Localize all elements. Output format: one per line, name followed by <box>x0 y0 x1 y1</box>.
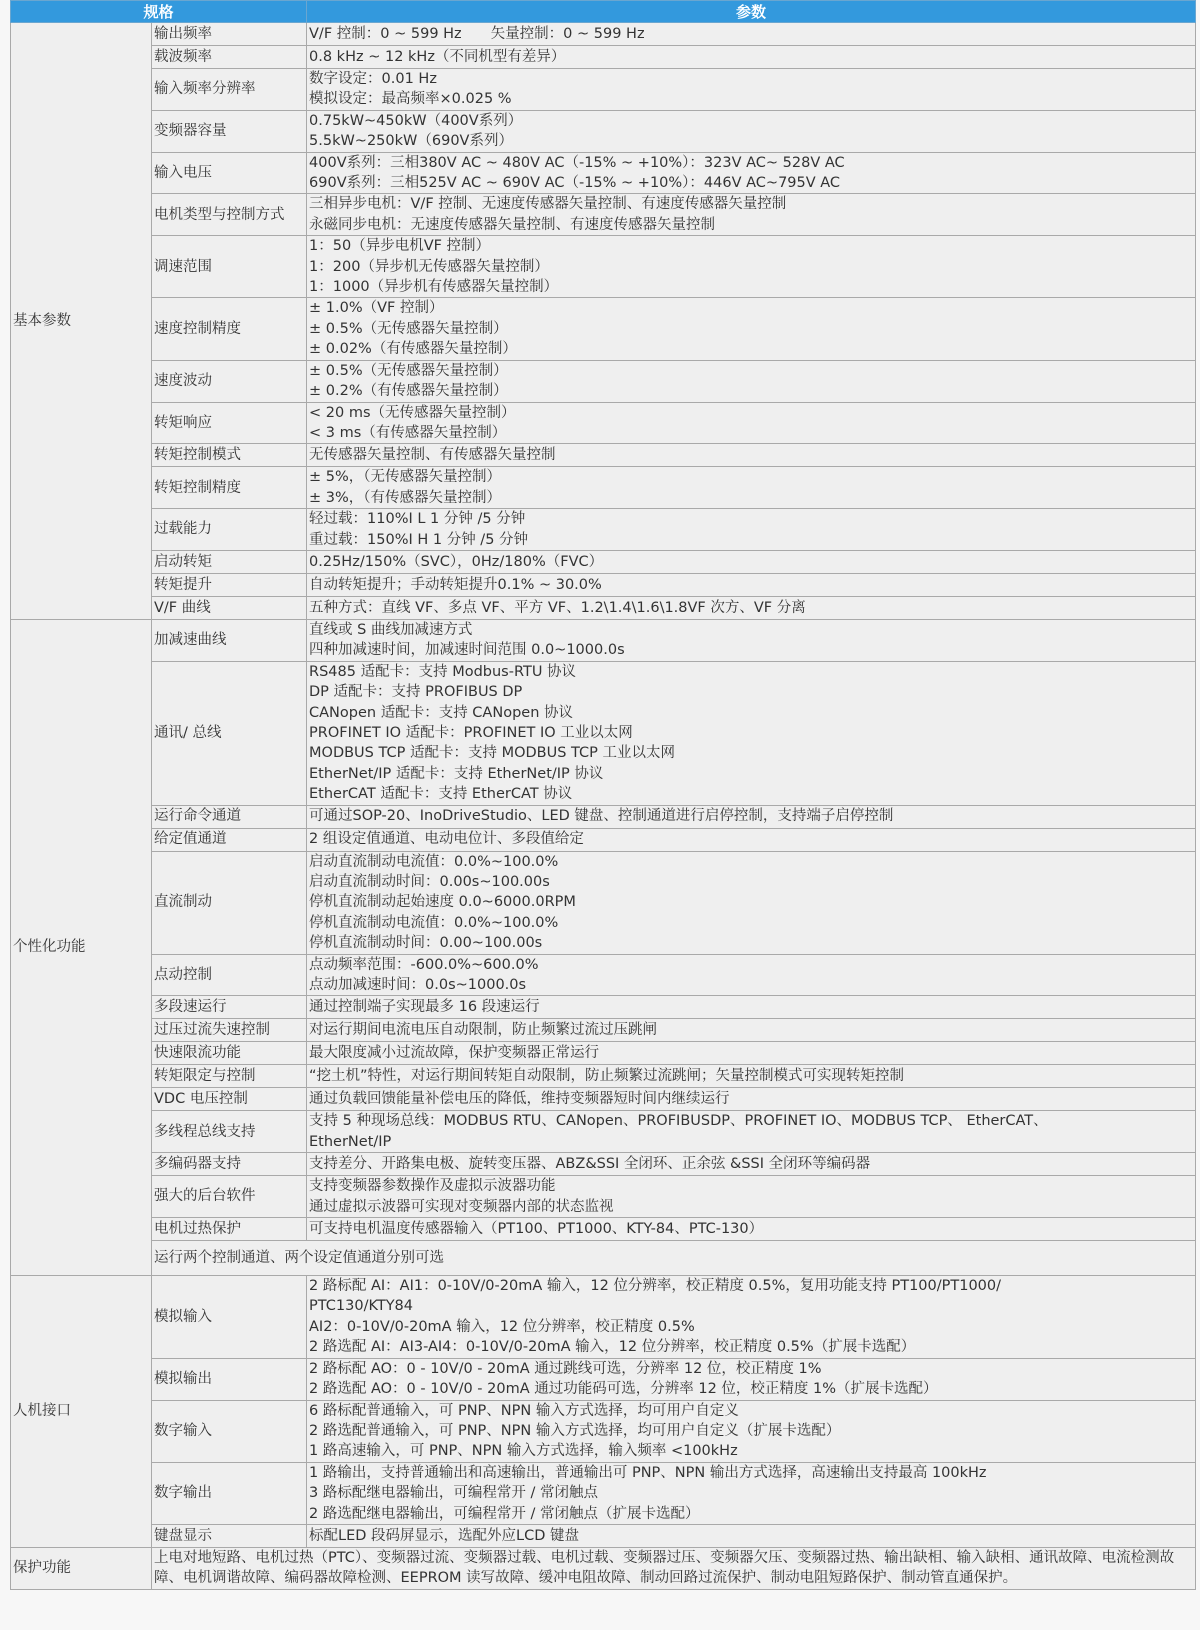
param-cell <box>307 1176 1196 1218</box>
param-cell <box>307 298 1196 360</box>
param-cell <box>307 851 1196 954</box>
table-row <box>11 1462 1196 1524</box>
param-cell <box>307 1218 1196 1241</box>
param-line: 0.25Hz/150%（SVC），0Hz/180%（FVC） <box>309 553 604 570</box>
table-row <box>11 402 1196 444</box>
param-line: < 3 ms（有传感器矢量控制） <box>309 424 507 441</box>
spec-label: 启动转矩 <box>152 550 307 573</box>
param-line: 400V系列：三相380V AC ~ 480V AC（-15% ~ +10%）：323V AC~ 528V AC <box>309 154 845 171</box>
table-row <box>11 1547 1196 1589</box>
table-row <box>11 46 1196 69</box>
table-row <box>11 596 1196 619</box>
spec-label: 速度控制精度 <box>152 298 307 360</box>
group-label: 个性化功能 <box>11 619 152 1275</box>
spec-label: 转矩限定与控制 <box>152 1065 307 1088</box>
table-row <box>11 1400 1196 1462</box>
spec-label: 过压过流失速控制 <box>152 1019 307 1042</box>
param-cell <box>307 550 1196 573</box>
table-row <box>11 661 1196 805</box>
param-cell <box>307 69 1196 111</box>
table-row <box>11 996 1196 1019</box>
param-line: 1：1000（异步机有传感器矢量控制） <box>309 279 559 296</box>
table-row <box>11 1358 1196 1400</box>
spec-label: 模拟输出 <box>152 1358 307 1400</box>
spec-label: 转矩控制模式 <box>152 444 307 467</box>
param-line: 标配LED 段码屏显示，选配外应LCD 键盘 <box>309 1527 580 1544</box>
spec-label: VDC 电压控制 <box>152 1088 307 1111</box>
param-line: CANopen 适配卡：支持 CANopen 协议 <box>309 704 573 721</box>
spec-label: 输出频率 <box>152 23 307 46</box>
table-row <box>11 1176 1196 1218</box>
spec-label: 数字输出 <box>152 1462 307 1524</box>
param-line: 0.8 kHz ~ 12 kHz（不同机型有差异） <box>309 48 566 65</box>
param-cell <box>307 46 1196 69</box>
header-param: 参数 <box>307 1 1196 23</box>
param-line: “挖土机”特性，对运行期间转矩自动限制，防止频繁过流跳闸；矢量控制模式可实现转矩控制 <box>309 1068 905 1085</box>
param-line: AI2：0-10V/0-20mA 输入，12 位分辨率，校正精度 0.5% <box>309 1318 695 1335</box>
param-line: 无传感器矢量控制、有传感器矢量控制 <box>309 447 556 464</box>
param-line: 轻过载：110%I L 1 分钟 /5 分钟 <box>309 511 526 528</box>
table-row <box>11 194 1196 236</box>
table-row <box>11 23 1196 46</box>
spec-label: 调速范围 <box>152 236 307 298</box>
spec-label: 多编码器支持 <box>152 1153 307 1176</box>
param-cell <box>307 596 1196 619</box>
param-cell <box>307 360 1196 402</box>
table-row <box>11 444 1196 467</box>
param-cell <box>307 467 1196 509</box>
spec-label: 快速限流功能 <box>152 1042 307 1065</box>
param-line: 1：200（异步机无传感器矢量控制） <box>309 258 549 275</box>
param-cell <box>307 236 1196 298</box>
param-cell <box>307 23 1196 46</box>
table-row <box>11 1111 1196 1153</box>
table-row <box>11 1065 1196 1088</box>
param-line: ± 0.5%（无传感器矢量控制） <box>309 320 508 337</box>
param-cell <box>307 996 1196 1019</box>
table-row <box>11 1042 1196 1065</box>
spec-label: 变频器容量 <box>152 110 307 152</box>
param-line: 对运行期间电流电压自动限制，防止频繁过流过压跳闸 <box>309 1022 658 1039</box>
table-body <box>11 23 1196 1590</box>
param-line: 点动频率范围：-600.0%~600.0% <box>309 956 539 973</box>
param-line: 6 路标配普通输入，可 PNP、NPN 输入方式选择，均可用户自定义 <box>309 1402 739 1419</box>
param-cell <box>307 1019 1196 1042</box>
param-line: EtherCAT 适配卡：支持 EtherCAT 协议 <box>309 786 573 803</box>
param-cell <box>307 1524 1196 1547</box>
group-label: 基本参数 <box>11 23 152 620</box>
table-row <box>11 954 1196 996</box>
spec-label: 数字输入 <box>152 1400 307 1462</box>
param-cell <box>307 152 1196 194</box>
spec-label: 电机过热保护 <box>152 1218 307 1241</box>
spec-label: 载波频率 <box>152 46 307 69</box>
param-line: 通过虚拟示波器可实现对变频器内部的状态监视 <box>309 1198 614 1215</box>
param-line: 模拟设定：最高频率×0.025 % <box>309 91 512 108</box>
param-line: 可通过SOP-20、InoDriveStudio、LED 键盘、控制通道进行启停控制，支持端子启停控制 <box>309 808 894 825</box>
param-cell <box>307 1400 1196 1462</box>
param-line: 2 路选配普通输入，可 PNP、NPN 输入方式选择，均可用户自定义（扩展卡选配） <box>309 1422 841 1439</box>
param-line: 1 路输出，支持普通输出和高速输出，普通输出可 PNP、NPN 输出方式选择，高速输出支持最高 100kHz <box>309 1464 987 1481</box>
table-row <box>11 1218 1196 1241</box>
param-line: 四种加减速时间，加减速时间范围 0.0~1000.0s <box>309 642 625 659</box>
param-line: 5.5kW~250kW（690V系列） <box>309 133 513 150</box>
table-row <box>11 236 1196 298</box>
spec-label: 输入电压 <box>152 152 307 194</box>
spec-label: 运行两个控制通道、两个设定值通道分别可选 <box>152 1241 1196 1276</box>
param-line: 永磁同步电机：无速度传感器矢量控制、有速度传感器矢量控制 <box>309 216 716 233</box>
param-line: 三相异步电机：V/F 控制、无速度传感器矢量控制、有速度传感器矢量控制 <box>309 196 787 213</box>
param-line: ± 5%，（无传感器矢量控制） <box>309 469 502 486</box>
spec-label: 转矩控制精度 <box>152 467 307 509</box>
param-line: 可支持电机温度传感器输入（PT100、PT1000、KTY-84、PTC-130） <box>309 1220 764 1237</box>
param-line: 上电对地短路、电机过热（PTC）、变频器过流、变频器过载、电机过载、变频器过压、变频器欠压、变频器过热、输出缺相、输入缺相、通讯故障、电流检测故障、电机调谐故障、编码器故障检测、EEPROM 读写故障、缓冲电阻故障、制动回路过流保护、制动电阻短路保护、制动管直通保护。 <box>154 1549 1175 1587</box>
param-line: 支持变频器参数操作及虚拟示波器功能 <box>309 1178 556 1195</box>
table-row <box>11 619 1196 661</box>
param-line: 支持差分、开路集电极、旋转变压器、ABZ&SSI 全闭环、正余弦 &SSI 全闭环等编码器 <box>309 1156 871 1173</box>
spec-label: 通讯/ 总线 <box>152 661 307 805</box>
param-line: 最大限度减小过流故障，保护变频器正常运行 <box>309 1045 600 1062</box>
table-row <box>11 550 1196 573</box>
param-line: 重过载：150%I H 1 分钟 /5 分钟 <box>309 531 529 548</box>
param-line: 数字设定：0.01 Hz <box>309 71 437 87</box>
spec-label: 模拟输入 <box>152 1276 307 1359</box>
param-line: MODBUS TCP 适配卡：支持 MODBUS TCP 工业以太网 <box>309 745 676 762</box>
param-cell <box>307 402 1196 444</box>
param-line: 2 组设定值通道、电动电位计、多段值给定 <box>309 831 584 848</box>
spec-label: 过载能力 <box>152 509 307 551</box>
param-line: ± 0.02%（有传感器矢量控制） <box>309 341 517 358</box>
param-cell <box>152 1547 1196 1589</box>
spec-label: 直流制动 <box>152 851 307 954</box>
param-cell <box>307 1462 1196 1524</box>
param-cell <box>307 1042 1196 1065</box>
param-line: 2 路选配 AO：0 - 10V/0 - 20mA 通过功能码可选，分辨率 12 位，校正精度 1%（扩展卡选配） <box>309 1381 938 1398</box>
table-row <box>11 1088 1196 1111</box>
table-row <box>11 1276 1196 1359</box>
param-line: EtherNet/IP 适配卡：支持 EtherNet/IP 协议 <box>309 765 604 782</box>
spec-label: 点动控制 <box>152 954 307 996</box>
param-line: < 20 ms（无传感器矢量控制） <box>309 404 516 421</box>
table-row <box>11 573 1196 596</box>
param-cell <box>307 1358 1196 1400</box>
spec-label: 转矩响应 <box>152 402 307 444</box>
spec-label: 给定值通道 <box>152 828 307 851</box>
param-line: 直线或 S 曲线加减速方式 <box>309 621 473 638</box>
spec-label: 转矩提升 <box>152 573 307 596</box>
param-line: DP 适配卡：支持 PROFIBUS DP <box>309 684 523 701</box>
param-line: 2 路选配 AI：AI3-AI4：0-10V/0-20mA 输入，12 位分辨率，校正精度 0.5%（扩展卡选配） <box>309 1339 916 1356</box>
spec-label: 键盘显示 <box>152 1524 307 1547</box>
spec-label: 加减速曲线 <box>152 619 307 661</box>
param-cell <box>307 509 1196 551</box>
spec-table <box>10 0 1196 1590</box>
group-label: 人机接口 <box>11 1276 152 1548</box>
param-line: 停机直流制动电流值：0.0%~100.0% <box>309 914 559 931</box>
param-line: RS485 适配卡：支持 Modbus-RTU 协议 <box>309 663 577 680</box>
param-line: 支持 5 种现场总线：MODBUS RTU、CANopen、PROFIBUSDP、PROFINET IO、MODBUS TCP、 EtherCAT、 <box>309 1113 1048 1130</box>
table-row <box>11 298 1196 360</box>
param-line: PROFINET IO 适配卡：PROFINET IO 工业以太网 <box>309 724 633 741</box>
table-row <box>11 1241 1196 1276</box>
spec-label: 速度波动 <box>152 360 307 402</box>
table-row <box>11 360 1196 402</box>
param-line: 1 路高速输入，可 PNP、NPN 输入方式选择，输入频率 <100kHz <box>309 1443 738 1460</box>
table-row <box>11 509 1196 551</box>
param-line: ± 3%，（有传感器矢量控制） <box>309 489 502 506</box>
param-cell <box>307 619 1196 661</box>
table-header-row <box>11 1 1196 23</box>
param-cell <box>307 1153 1196 1176</box>
spec-label: 多线程总线支持 <box>152 1111 307 1153</box>
param-cell <box>307 573 1196 596</box>
param-line: 通过控制端子实现最多 16 段速运行 <box>309 999 540 1016</box>
param-line: EtherNet/IP <box>309 1133 392 1150</box>
param-line: 点动加减速时间：0.0s~1000.0s <box>309 977 527 994</box>
spec-label: 强大的后台软件 <box>152 1176 307 1218</box>
param-cell <box>307 110 1196 152</box>
param-cell <box>307 661 1196 805</box>
param-line: 自动转矩提升；手动转矩提升0.1% ~ 30.0% <box>309 576 602 593</box>
table-row <box>11 69 1196 111</box>
param-line: 0.75kW~450kW（400V系列） <box>309 112 523 129</box>
param-cell <box>307 1111 1196 1153</box>
spec-label: 多段速运行 <box>152 996 307 1019</box>
table-row <box>11 110 1196 152</box>
param-cell <box>307 194 1196 236</box>
param-line: 2 路选配继电器输出，可编程常开 / 常闭触点（扩展卡选配） <box>309 1505 700 1522</box>
param-line: 通过负载回馈能量补偿电压的降低，维持变频器短时间内继续运行 <box>309 1091 730 1108</box>
param-line: 启动直流制动时间：0.00s~100.00s <box>309 874 550 890</box>
table-row <box>11 805 1196 828</box>
param-line: 3 路标配继电器输出，可编程常开 / 常闭触点 <box>309 1485 598 1502</box>
param-line: ± 0.2%（有传感器矢量控制） <box>309 383 508 400</box>
param-line: 1：50（异步电机VF 控制） <box>309 238 491 255</box>
table-row <box>11 1153 1196 1176</box>
param-cell <box>307 1276 1196 1359</box>
spec-label: V/F 曲线 <box>152 596 307 619</box>
table-row <box>11 828 1196 851</box>
spec-label: 运行命令通道 <box>152 805 307 828</box>
table-row <box>11 467 1196 509</box>
param-cell <box>307 444 1196 467</box>
param-cell <box>307 828 1196 851</box>
spec-label: 输入频率分辨率 <box>152 69 307 111</box>
table-row <box>11 1019 1196 1042</box>
param-line: 停机直流制动起始速度 0.0~6000.0RPM <box>309 894 576 911</box>
param-cell <box>307 805 1196 828</box>
param-line: 2 路标配 AI：AI1：0-10V/0-20mA 输入，12 位分辨率，校正精度 0.5%，复用功能支持 PT100/PT1000/ <box>309 1278 1002 1295</box>
param-line: ± 0.5%（无传感器矢量控制） <box>309 362 508 379</box>
param-line: 停机直流制动时间：0.00~100.00s <box>309 935 543 952</box>
param-line: ± 1.0%（VF 控制） <box>309 300 444 317</box>
table-row <box>11 1524 1196 1547</box>
param-cell <box>307 954 1196 996</box>
header-spec: 规格 <box>11 1 307 23</box>
param-cell <box>307 1065 1196 1088</box>
param-line: V/F 控制：0 ~ 599 Hz 矢量控制：0 ~ 599 Hz <box>309 25 645 42</box>
group-label: 保护功能 <box>11 1547 152 1589</box>
param-line: 2 路标配 AO：0 - 10V/0 - 20mA 通过跳线可选，分辨率 12 位，校正精度 1% <box>309 1360 822 1377</box>
table-row <box>11 851 1196 954</box>
param-line: 五种方式：直线 VF、多点 VF、平方 VF、1.2\1.4\1.6\1.8VF 次方、VF 分离 <box>309 599 806 616</box>
param-line: 690V系列：三相525V AC ~ 690V AC（-15% ~ +10%）：446V AC~795V AC <box>309 175 841 192</box>
spec-label: 电机类型与控制方式 <box>152 194 307 236</box>
param-line: 启动直流制动电流值：0.0%~100.0% <box>309 853 559 870</box>
param-cell <box>307 1088 1196 1111</box>
param-line: PTC130/KTY84 <box>309 1298 414 1315</box>
table-row <box>11 152 1196 194</box>
